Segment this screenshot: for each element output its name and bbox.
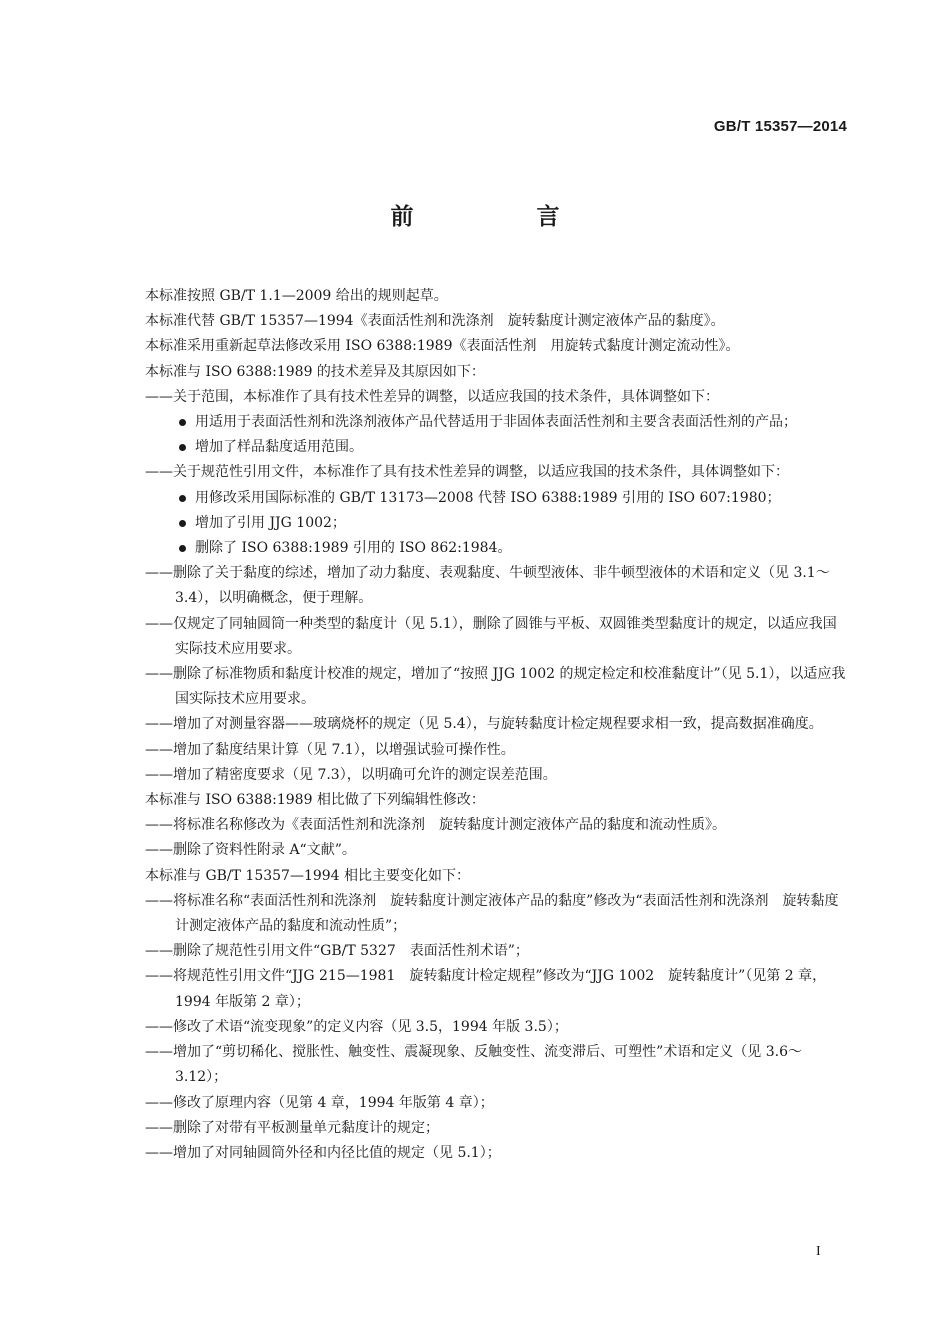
paragraph: 本标准与 ISO 6388:1989 的技术差异及其原因如下： bbox=[145, 363, 485, 380]
bullet-item: 用适用于表面活性剂和洗涤剂液体产品代替适用于非固体表面活性剂和主要含表面活性剂的产品； bbox=[145, 410, 850, 435]
bullet-item: 增加了样品黏度适用范围。 bbox=[145, 435, 850, 460]
dash-item: ——删除了标准物质和黏度计校准的规定，增加了“按照 JJG 1002 的规定检定和校准黏度计”（见 5.1），以适应我国实际技术应用要求。 bbox=[145, 666, 846, 708]
dash-item: ——增加了黏度结果计算（见 7.1），以增强试验可操作性。 bbox=[145, 741, 515, 758]
paragraph: 本标准与 GB/T 15357—1994 相比主要变化如下： bbox=[145, 867, 471, 884]
dash-item: ——修改了术语“流变现象”的定义内容（见 3.5，1994 年版 3.5）； bbox=[145, 1018, 568, 1035]
dash-item: ——关于规范性引用文件，本标准作了具有技术性差异的调整，以适应我国的技术条件，具体调整如下： bbox=[145, 464, 789, 481]
dash-item: ——关于范围，本标准作了具有技术性差异的调整，以适应我国的技术条件，具体调整如下： bbox=[145, 388, 719, 405]
standard-number: GB/T 15357—2014 bbox=[713, 118, 847, 135]
dash-item: ——增加了“剪切稀化、搅胀性、触变性、震凝现象、反触变性、流变滞后、可塑性”术语和定义（见 3.6～3.12）； bbox=[145, 1044, 803, 1086]
dash-item: ——将规范性引用文件“JJG 215—1981 旋转黏度计检定规程”修改为“JJG 1002 旋转黏度计”（见第 2 章，1994 年版第 2 章）； bbox=[145, 968, 827, 1010]
dash-item: ——删除了关于黏度的综述，增加了动力黏度、表观黏度、牛顿型液体、非牛顿型液体的术语和定义（见 3.1～3.4），以明确概念，便于理解。 bbox=[145, 565, 830, 607]
page-number: I bbox=[816, 1244, 821, 1259]
page-title: 前 言 bbox=[390, 204, 610, 230]
dash-item: ——增加了对同轴圆筒外径和内径比值的规定（见 5.1）； bbox=[145, 1144, 501, 1161]
dash-item: ——将标准名称修改为《表面活性剂和洗涤剂 旋转黏度计测定液体产品的黏度和流动性质》。 bbox=[145, 817, 726, 834]
dash-item: ——删除了规范性引用文件“GB/T 5327 表面活性剂术语”； bbox=[145, 943, 529, 960]
dash-item: ——仅规定了同轴圆筒一种类型的黏度计（见 5.1），删除了圆锥与平板、双圆锥类型黏度计的规定，以适应我国实际技术应用要求。 bbox=[145, 615, 837, 657]
dash-item: ——增加了对测量容器——玻璃烧杯的规定（见 5.4），与旋转黏度计检定规程要求相一致，提高数据准确度。 bbox=[145, 716, 823, 733]
bullet-item: 增加了引用 JJG 1002； bbox=[145, 511, 850, 536]
paragraph: 本标准与 ISO 6388:1989 相比做了下列编辑性修改： bbox=[145, 792, 485, 809]
paragraph: 本标准采用重新起草法修改采用 ISO 6388:1989《表面活性剂 用旋转式黏度计测定流动性》。 bbox=[145, 338, 740, 355]
dash-item: ——增加了精密度要求（见 7.3），以明确可允许的测定误差范围。 bbox=[145, 766, 557, 783]
paragraph: 本标准按照 GB/T 1.1—2009 给出的规则起草。 bbox=[145, 288, 448, 304]
bullet-item: 删除了 ISO 6388:1989 引用的 ISO 862:1984。 bbox=[145, 536, 850, 561]
dash-item: ——删除了资料性附录 A“文献”。 bbox=[145, 842, 356, 859]
dash-item: ——删除了对带有平板测量单元黏度计的规定； bbox=[145, 1119, 439, 1136]
bullet-item: 用修改采用国际标准的 GB/T 13173—2008 代替 ISO 6388:1989 引用的 ISO 607:1980； bbox=[145, 486, 850, 511]
dash-item: ——修改了原理内容（见第 4 章，1994 年版第 4 章）； bbox=[145, 1094, 494, 1111]
body-text bbox=[145, 284, 850, 1166]
dash-item: ——将标准名称“表面活性剂和洗涤剂 旋转黏度计测定液体产品的黏度”修改为“表面活性剂和洗涤剂 旋转黏度计测定液体产品的黏度和流动性质”； bbox=[145, 892, 839, 935]
paragraph: 本标准代替 GB/T 15357—1994《表面活性剂和洗涤剂 旋转黏度计测定液体产品的黏度》。 bbox=[145, 313, 725, 330]
